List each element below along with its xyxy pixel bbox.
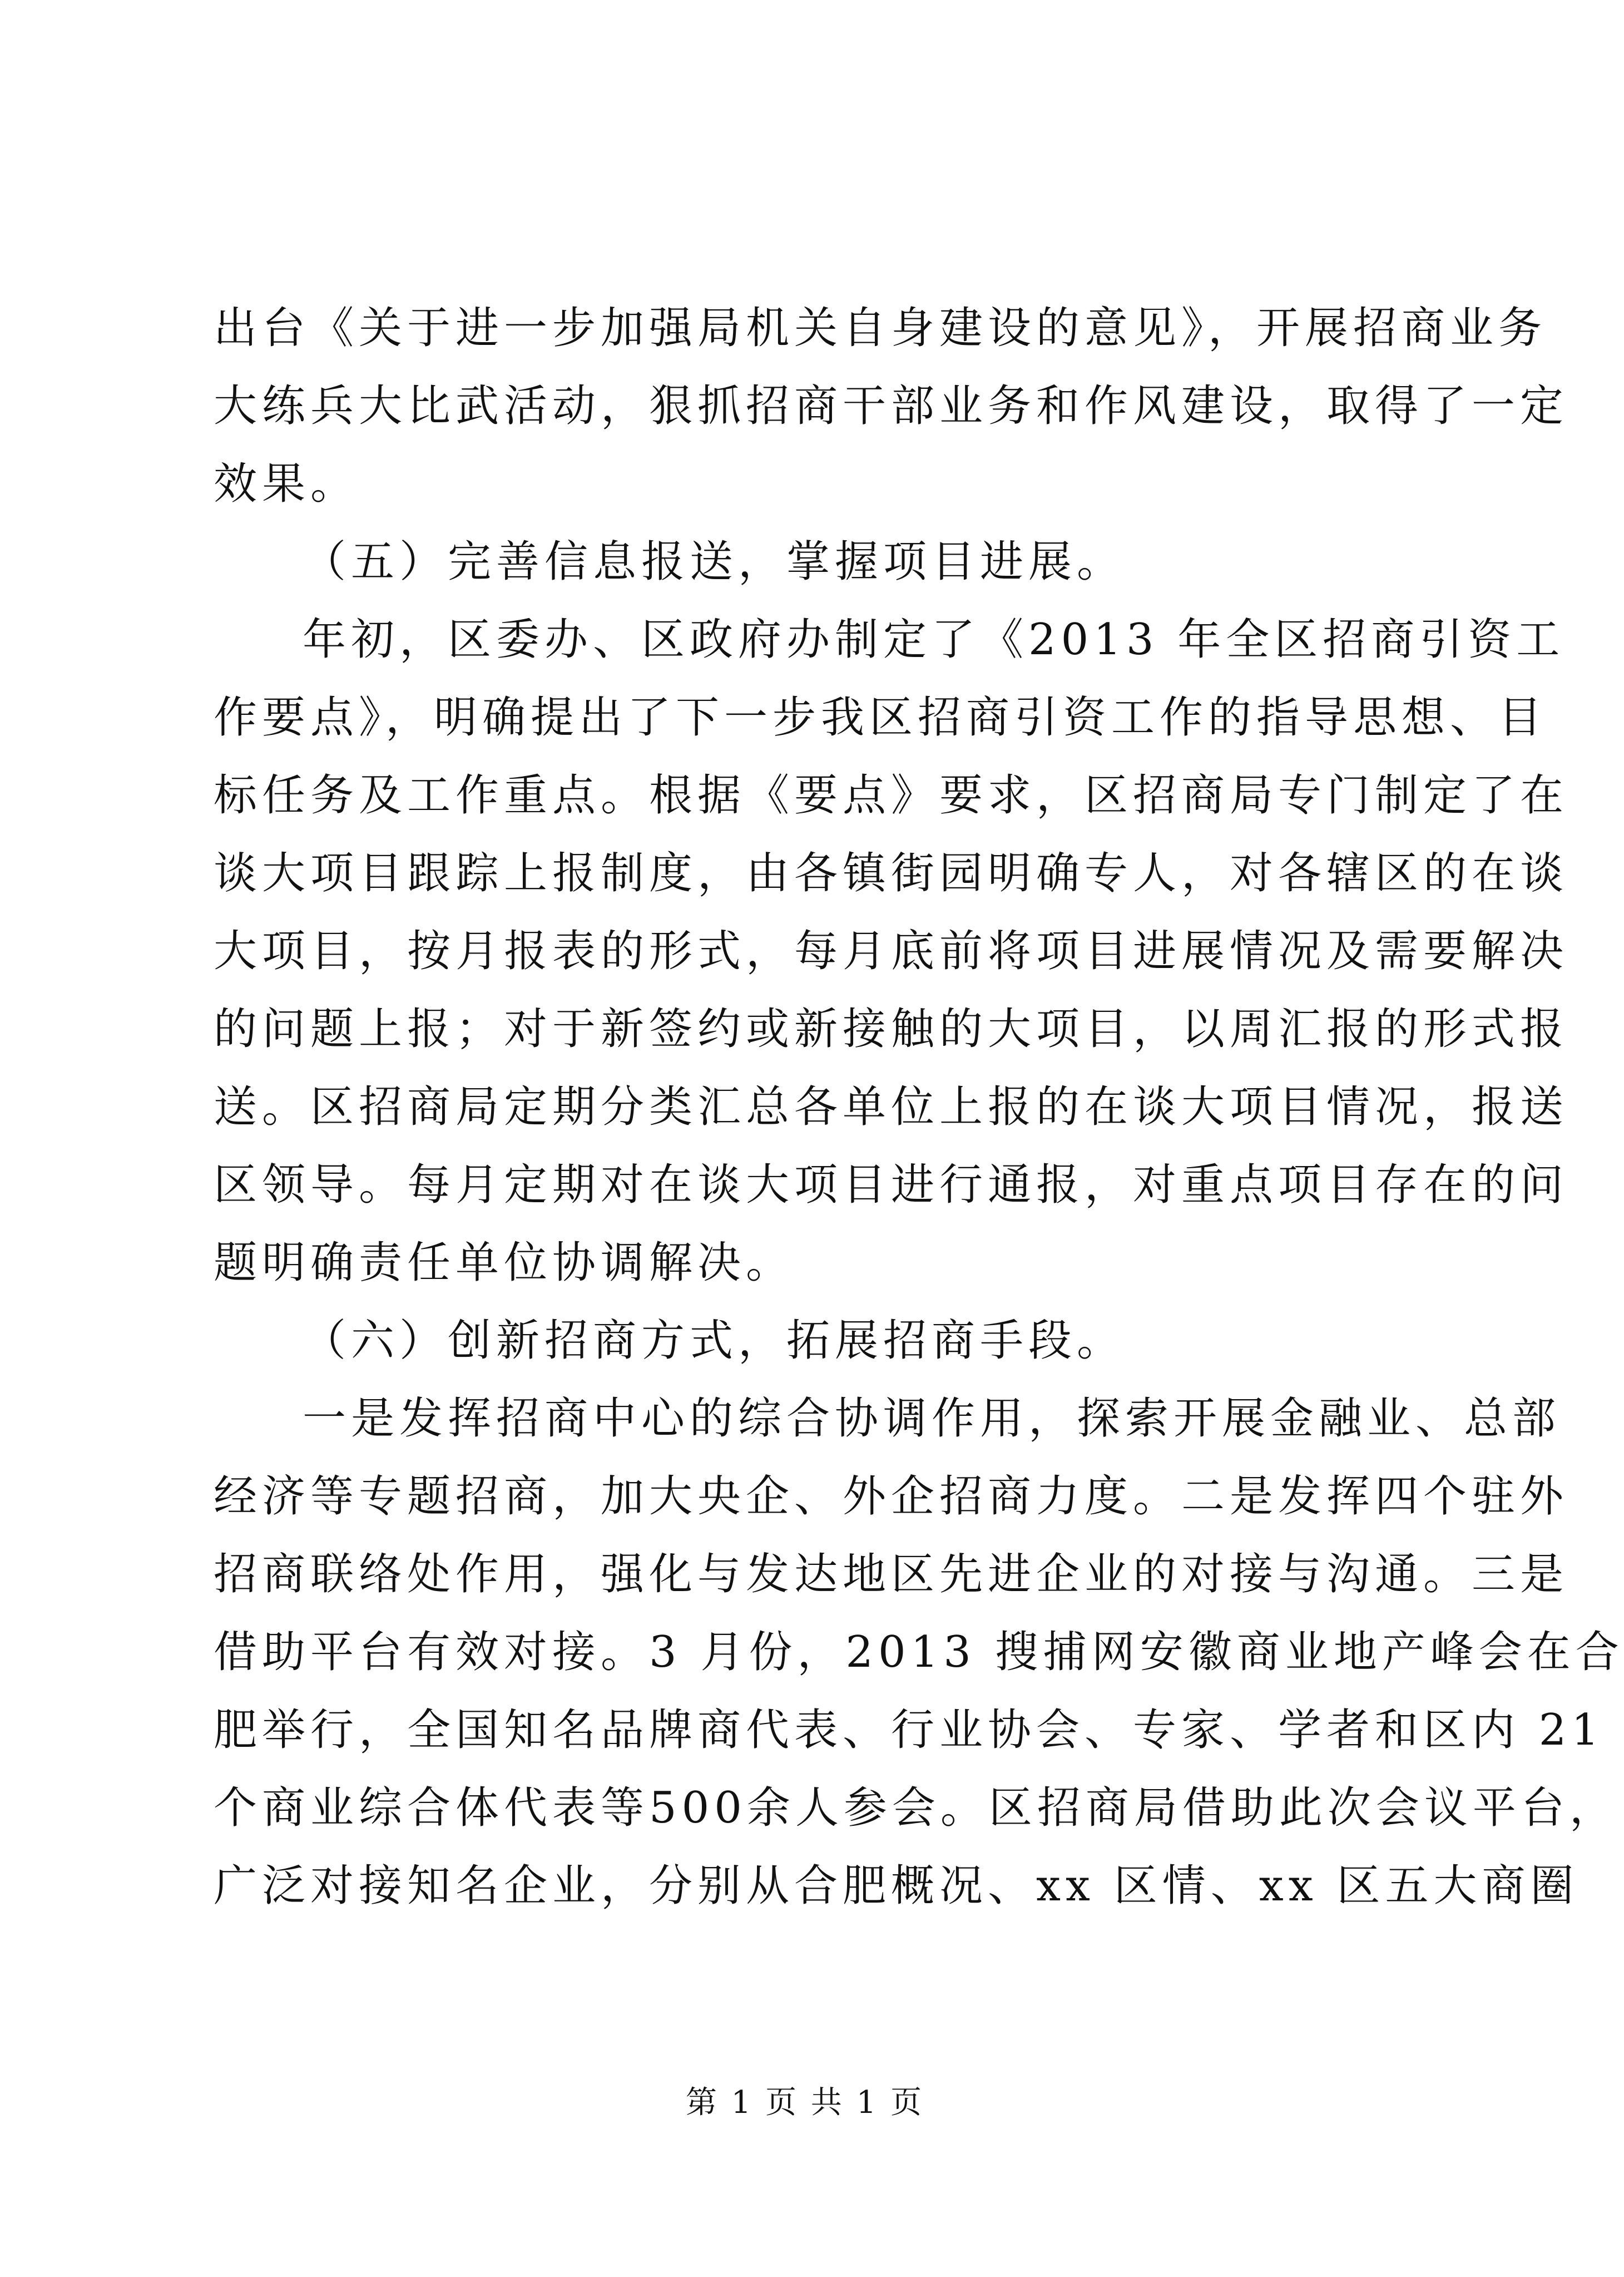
text-line: 作要点》，明确提出了下一步我区招商引资工作的指导思想、目	[214, 693, 1547, 743]
text-line: 借助平台有效对接。3 月份，2013 搜捕网安徽商业地产峰会在合	[214, 1627, 1624, 1677]
text-line: 广泛对接知名企业，分别从合肥概况、xx 区情、xx 区五大商圈	[214, 1861, 1579, 1911]
text-line: 送。区招商局定期分类汇总各单位上报的在谈大项目情况，报送	[214, 1082, 1569, 1132]
page-footer: 第 1 页 共 1 页	[685, 2085, 924, 2121]
text-line: 谈大项目跟踪上报制度，由各镇街园明确专人，对各辖区的在谈	[214, 848, 1569, 898]
text-line: 效果。	[214, 459, 359, 509]
text-line: 招商联络处作用，强化与发达地区先进企业的对接与沟通。三是	[214, 1549, 1569, 1599]
text-line: （六）创新招商方式，拓展招商手段。	[303, 1316, 1126, 1366]
text-line: 区领导。每月定期对在谈大项目进行通报，对重点项目存在的问	[214, 1160, 1569, 1210]
text-line: （五）完善信息报送，掌握项目进展。	[303, 537, 1126, 587]
document-body	[214, 289, 1624, 1925]
text-line: 大项目，按月报表的形式，每月底前将项目进展情况及需要解决	[214, 926, 1569, 976]
text-line: 题明确责任单位协调解决。	[214, 1238, 795, 1288]
text-line: 标任务及工作重点。根据《要点》要求，区招商局专门制定了在	[214, 770, 1569, 821]
text-line: 的问题上报；对于新签约或新接触的大项目，以周汇报的形式报	[214, 1004, 1569, 1054]
text-line: 经济等专题招商，加大央企、外企招商力度。二是发挥四个驻外	[214, 1471, 1569, 1522]
text-line: 出台《关于进一步加强局机关自身建设的意见》，开展招商业务	[214, 303, 1547, 353]
text-line: 个商业综合体代表等500余人参会。区招商局借助此次会议平台，	[214, 1783, 1618, 1833]
text-line: 年初，区委办、区政府办制定了《2013 年全区招商引资工	[303, 615, 1565, 665]
text-line: 肥举行，全国知名品牌商代表、行业协会、专家、学者和区内 21	[214, 1705, 1605, 1755]
text-line: 大练兵大比武活动，狠抓招商干部业务和作风建设，取得了一定	[214, 381, 1569, 431]
text-line: 一是发挥招商中心的综合协调作用，探索开展金融业、总部	[303, 1394, 1561, 1444]
